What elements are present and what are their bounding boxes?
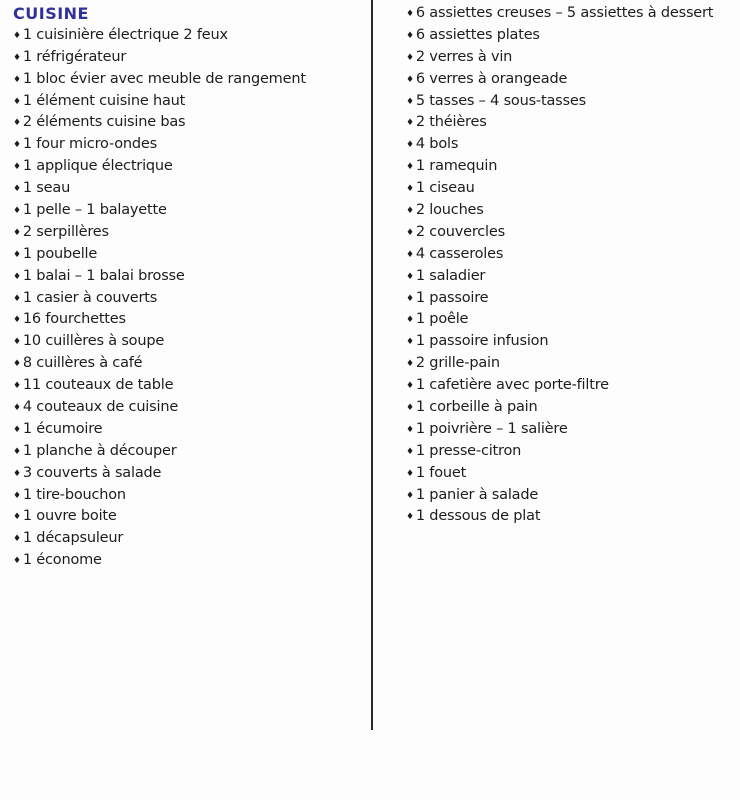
bullet-icon: ♦ bbox=[13, 271, 21, 282]
list-item bbox=[406, 222, 738, 244]
bullet-icon: ♦ bbox=[13, 184, 21, 195]
bullet-icon: ♦ bbox=[406, 424, 414, 435]
item-label: 1 seau bbox=[22, 180, 71, 197]
bullet-icon: ♦ bbox=[406, 227, 414, 238]
list-item bbox=[13, 331, 363, 353]
list-item bbox=[406, 178, 738, 200]
list-item bbox=[406, 375, 738, 397]
bullet-icon: ♦ bbox=[13, 96, 21, 107]
bullet-icon: ♦ bbox=[406, 9, 414, 19]
item-label: 2 éléments cuisine bas bbox=[22, 114, 186, 131]
list-item bbox=[13, 69, 363, 91]
bullet-icon: ♦ bbox=[406, 359, 414, 370]
item-label: 1 presse-citron bbox=[415, 442, 522, 459]
item-label: 10 cuillères à soupe bbox=[22, 333, 165, 350]
list-item bbox=[406, 25, 738, 47]
item-label: 4 couteaux de cuisine bbox=[22, 399, 179, 416]
list-item bbox=[406, 506, 738, 528]
bullet-icon: ♦ bbox=[13, 534, 21, 545]
list-item bbox=[406, 397, 738, 419]
bullet-icon: ♦ bbox=[406, 206, 414, 217]
list-item bbox=[13, 309, 363, 331]
item-label: 1 dessous de plat bbox=[415, 508, 541, 525]
list-item bbox=[13, 506, 363, 528]
list-item bbox=[13, 47, 363, 69]
bullet-icon: ♦ bbox=[406, 118, 414, 129]
bullet-icon: ♦ bbox=[406, 468, 414, 479]
bullet-icon: ♦ bbox=[406, 293, 414, 304]
item-label: 1 panier à salade bbox=[415, 486, 539, 503]
bullet-icon: ♦ bbox=[13, 424, 21, 435]
bullet-icon: ♦ bbox=[13, 52, 21, 63]
item-label: 4 casseroles bbox=[415, 245, 504, 262]
bullet-icon: ♦ bbox=[406, 184, 414, 195]
item-label: 5 tasses – 4 sous-tasses bbox=[415, 92, 586, 109]
list-item bbox=[13, 528, 363, 550]
bullet-icon: ♦ bbox=[406, 337, 414, 348]
list-item bbox=[406, 266, 738, 288]
list-item bbox=[13, 266, 363, 288]
list-item bbox=[13, 156, 363, 178]
item-label: 1 ciseau bbox=[415, 180, 475, 197]
item-label: 2 théières bbox=[415, 114, 487, 131]
list-item bbox=[406, 441, 738, 463]
item-label: 1 décapsuleur bbox=[22, 530, 124, 547]
item-label: 2 grille-pain bbox=[415, 355, 500, 372]
left-column bbox=[13, 3, 363, 572]
item-label: 2 serpillères bbox=[22, 223, 109, 240]
list-item bbox=[406, 112, 738, 134]
item-label: 1 réfrigérateur bbox=[22, 48, 127, 65]
bullet-icon: ♦ bbox=[13, 74, 21, 85]
page-title: CUISINE bbox=[13, 4, 89, 23]
item-label: 1 corbeille à pain bbox=[415, 399, 538, 416]
list-item bbox=[406, 244, 738, 266]
list-item bbox=[406, 69, 738, 91]
bullet-icon: ♦ bbox=[13, 403, 21, 414]
list-item bbox=[406, 485, 738, 507]
item-label: 1 planche à découper bbox=[22, 442, 177, 459]
list-item bbox=[13, 288, 363, 310]
bullet-icon: ♦ bbox=[406, 96, 414, 107]
bullet-icon: ♦ bbox=[406, 512, 414, 523]
item-label: 1 passoire infusion bbox=[415, 333, 549, 350]
bullet-icon: ♦ bbox=[13, 227, 21, 238]
item-label: 8 cuillères à café bbox=[22, 355, 143, 372]
list-item bbox=[406, 200, 738, 222]
bullet-icon: ♦ bbox=[406, 52, 414, 63]
bullet-icon: ♦ bbox=[13, 206, 21, 217]
list-item bbox=[406, 91, 738, 113]
item-label: 1 ouvre boite bbox=[22, 508, 117, 525]
list-item bbox=[406, 134, 738, 156]
bullet-icon: ♦ bbox=[406, 162, 414, 173]
item-label: 1 saladier bbox=[415, 267, 486, 284]
bullet-icon: ♦ bbox=[13, 315, 21, 326]
right-column bbox=[406, 3, 738, 528]
bullet-icon: ♦ bbox=[13, 249, 21, 260]
list-item bbox=[13, 441, 363, 463]
item-label: 11 couteaux de table bbox=[22, 377, 174, 394]
bullet-icon: ♦ bbox=[13, 512, 21, 523]
list-item bbox=[406, 288, 738, 310]
item-label: 4 bols bbox=[415, 136, 459, 153]
list-item bbox=[406, 353, 738, 375]
item-label: 1 casier à couverts bbox=[22, 289, 158, 306]
list-item bbox=[13, 25, 363, 47]
item-label: 1 bloc évier avec meuble de rangement bbox=[22, 70, 306, 87]
list-item bbox=[13, 200, 363, 222]
bullet-icon: ♦ bbox=[13, 30, 21, 41]
item-label: 1 économe bbox=[22, 552, 102, 569]
list-item bbox=[13, 485, 363, 507]
item-label: 1 pelle – 1 balayette bbox=[22, 202, 167, 219]
bullet-icon: ♦ bbox=[406, 30, 414, 41]
column-divider bbox=[371, 0, 373, 730]
bullet-icon: ♦ bbox=[13, 556, 21, 567]
right-item-list bbox=[406, 3, 738, 528]
item-label: 16 fourchettes bbox=[22, 311, 126, 328]
item-label: 3 couverts à salade bbox=[22, 464, 162, 481]
item-label: 6 assiettes creuses – 5 assiettes à dessert bbox=[415, 5, 714, 21]
bullet-icon: ♦ bbox=[13, 446, 21, 457]
bullet-icon: ♦ bbox=[13, 359, 21, 370]
item-label: 1 écumoire bbox=[22, 420, 103, 437]
item-label: 1 cuisinière électrique 2 feux bbox=[22, 26, 228, 43]
item-label: 1 poubelle bbox=[22, 245, 98, 262]
bullet-icon: ♦ bbox=[13, 381, 21, 392]
item-label: 6 verres à orangeade bbox=[415, 70, 568, 87]
bullet-icon: ♦ bbox=[406, 403, 414, 414]
left-item-list bbox=[13, 25, 363, 572]
bullet-icon: ♦ bbox=[13, 337, 21, 348]
list-item bbox=[13, 463, 363, 485]
bullet-icon: ♦ bbox=[13, 118, 21, 129]
list-item bbox=[406, 419, 738, 441]
bullet-icon: ♦ bbox=[406, 490, 414, 501]
item-label: 1 fouet bbox=[415, 464, 467, 481]
bullet-icon: ♦ bbox=[13, 162, 21, 173]
bullet-icon: ♦ bbox=[13, 140, 21, 151]
bullet-icon: ♦ bbox=[13, 293, 21, 304]
list-item bbox=[13, 91, 363, 113]
item-label: 1 cafetière avec porte-filtre bbox=[415, 377, 609, 394]
bullet-icon: ♦ bbox=[406, 74, 414, 85]
list-item bbox=[406, 47, 738, 69]
list-item bbox=[406, 309, 738, 331]
list-item bbox=[13, 353, 363, 375]
item-label: 1 passoire bbox=[415, 289, 489, 306]
list-item bbox=[13, 178, 363, 200]
list-item bbox=[13, 134, 363, 156]
item-label: 1 poivrière – 1 salière bbox=[415, 420, 568, 437]
bullet-icon: ♦ bbox=[406, 446, 414, 457]
bullet-icon: ♦ bbox=[406, 249, 414, 260]
item-label: 6 assiettes plates bbox=[415, 26, 540, 43]
item-label: 1 applique électrique bbox=[22, 158, 173, 175]
list-item bbox=[13, 419, 363, 441]
bullet-icon: ♦ bbox=[13, 468, 21, 479]
bullet-icon: ♦ bbox=[406, 140, 414, 151]
list-item bbox=[406, 463, 738, 485]
list-item bbox=[406, 331, 738, 353]
item-label: 2 louches bbox=[415, 202, 484, 219]
list-item bbox=[406, 3, 738, 25]
bullet-icon: ♦ bbox=[406, 271, 414, 282]
bullet-icon: ♦ bbox=[13, 490, 21, 501]
item-label: 1 ramequin bbox=[415, 158, 498, 175]
bullet-icon: ♦ bbox=[406, 315, 414, 326]
list-item bbox=[13, 222, 363, 244]
bullet-icon: ♦ bbox=[406, 381, 414, 392]
list-item bbox=[13, 112, 363, 134]
item-label: 1 balai – 1 balai brosse bbox=[22, 267, 185, 284]
item-label: 1 poêle bbox=[415, 311, 469, 328]
list-item bbox=[406, 156, 738, 178]
item-label: 2 couvercles bbox=[415, 223, 505, 240]
list-item bbox=[13, 375, 363, 397]
list-item bbox=[13, 550, 363, 572]
list-item bbox=[13, 244, 363, 266]
list-item bbox=[13, 397, 363, 419]
item-label: 1 élément cuisine haut bbox=[22, 92, 186, 109]
item-label: 1 four micro-ondes bbox=[22, 136, 157, 153]
item-label: 2 verres à vin bbox=[415, 48, 513, 65]
item-label: 1 tire-bouchon bbox=[22, 486, 126, 503]
